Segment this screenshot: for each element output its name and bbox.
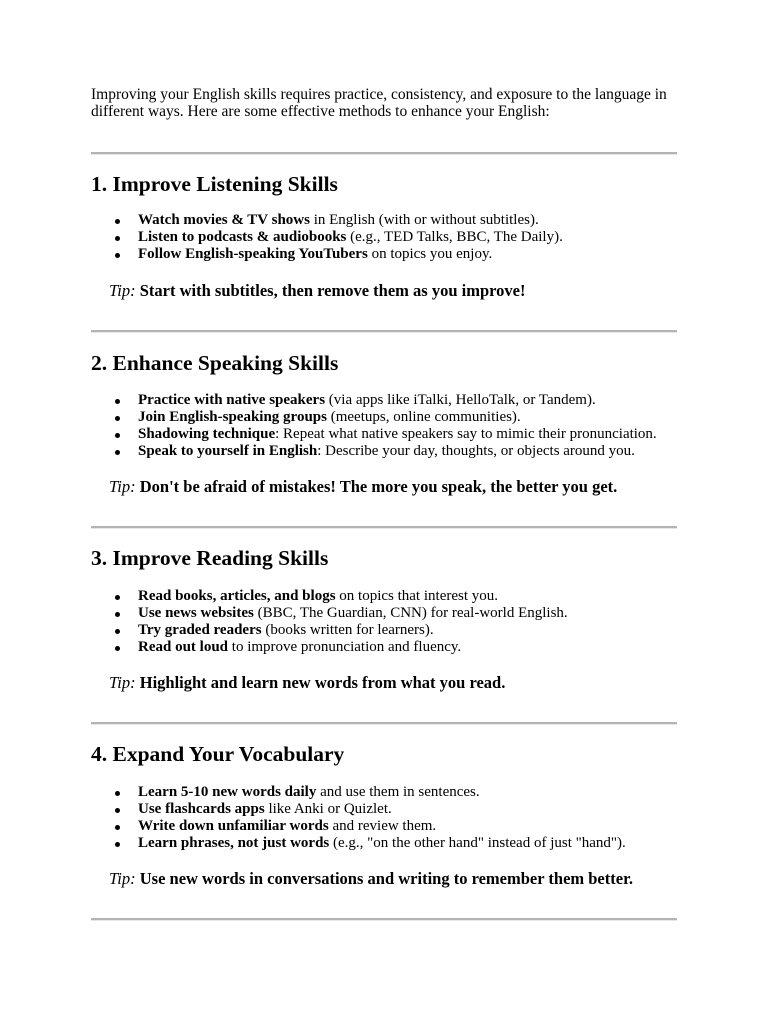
tip-text: Use new words in conversations and writing to remember them better. <box>135 869 634 888</box>
horizontal-rule <box>91 526 677 529</box>
bullet-icon <box>115 808 120 813</box>
item-bold: Learn phrases, not just words <box>138 835 330 851</box>
bullet-icon <box>115 399 120 404</box>
tip-text: Start with subtitles, then remove them as you improve! <box>135 281 526 300</box>
section-title-vocabulary: 4. Expand Your Vocabulary <box>91 742 345 766</box>
speaking-list <box>91 392 657 460</box>
list-item <box>91 443 657 460</box>
bullet-icon <box>115 219 120 224</box>
list-item <box>91 426 657 443</box>
item-text: in English (with or without subtitles). <box>309 212 539 228</box>
horizontal-rule <box>91 152 677 155</box>
item-text: like Anki or Quizlet. <box>264 801 392 817</box>
bullet-icon <box>115 612 120 617</box>
list-item <box>91 639 568 656</box>
bullet-icon <box>115 236 120 241</box>
item-text: (books written for learners). <box>261 622 434 638</box>
item-text: (e.g., "on the other hand" instead of just "hand"). <box>329 835 626 851</box>
list-item <box>91 229 563 246</box>
tip-listening <box>109 281 525 301</box>
section-title-speaking: 2. Enhance Speaking Skills <box>91 351 339 375</box>
bullet-icon <box>115 433 120 438</box>
item-bold: Read books, articles, and blogs <box>138 588 336 604</box>
bullet-icon <box>115 595 120 600</box>
list-item <box>91 212 563 229</box>
item-bold: Read out loud <box>138 639 229 655</box>
bullet-icon <box>115 825 120 830</box>
list-item <box>91 409 657 426</box>
item-bold: Speak to yourself in English <box>138 443 318 459</box>
item-text: on topics that interest you. <box>335 588 499 604</box>
item-bold: Try graded readers <box>138 622 262 638</box>
bullet-icon <box>115 791 120 796</box>
tip-vocabulary <box>109 869 633 889</box>
item-bold: Practice with native speakers <box>138 392 326 408</box>
section-title-reading: 3. Improve Reading Skills <box>91 546 329 570</box>
tip-text: Don't be afraid of mistakes! The more you speak, the better you get. <box>135 477 618 496</box>
horizontal-rule <box>91 918 677 921</box>
item-bold: Listen to podcasts & audiobooks <box>138 229 347 245</box>
item-bold: Learn 5-10 new words daily <box>138 784 317 800</box>
item-text: and use them in sentences. <box>316 784 480 800</box>
listening-list <box>91 212 563 263</box>
item-text: (via apps like iTalki, HelloTalk, or Tandem). <box>325 392 596 408</box>
item-text: (e.g., TED Talks, BBC, The Daily). <box>346 229 563 245</box>
item-text: (BBC, The Guardian, CNN) for real-world English. <box>253 605 568 621</box>
item-bold: Use news websites <box>138 605 254 621</box>
item-bold: Follow English-speaking YouTubers <box>138 246 368 262</box>
section-title-listening: 1. Improve Listening Skills <box>91 172 338 196</box>
tip-label: Tip: <box>109 477 136 496</box>
horizontal-rule <box>91 722 677 725</box>
list-item <box>91 784 626 801</box>
item-text: to improve pronunciation and fluency. <box>228 639 462 655</box>
item-text: on topics you enjoy. <box>367 246 493 262</box>
item-bold: Use flashcards apps <box>138 801 265 817</box>
tip-label: Tip: <box>109 673 136 692</box>
item-text: : Repeat what native speakers say to mimic their pronunciation. <box>275 426 657 442</box>
item-text: and review them. <box>328 818 437 834</box>
list-item <box>91 835 626 852</box>
item-bold: Join English-speaking groups <box>138 409 327 425</box>
item-bold: Watch movies & TV shows <box>138 212 310 228</box>
horizontal-rule <box>91 330 677 333</box>
list-item <box>91 246 563 263</box>
list-item <box>91 392 657 409</box>
list-item <box>91 588 568 605</box>
list-item <box>91 818 626 835</box>
tip-label: Tip: <box>109 281 136 300</box>
intro-paragraph: Improving your English skills requires practice, consistency, and exposure to the language in different ways. Here are some effective methods to enhance your English: <box>91 86 667 120</box>
list-item <box>91 605 568 622</box>
bullet-icon <box>115 646 120 651</box>
item-bold: Shadowing technique <box>138 426 276 442</box>
reading-list <box>91 588 568 656</box>
bullet-icon <box>115 842 120 847</box>
tip-text: Highlight and learn new words from what you read. <box>135 673 506 692</box>
bullet-icon <box>115 450 120 455</box>
item-text: : Describe your day, thoughts, or objects around you. <box>317 443 635 459</box>
bullet-icon <box>115 629 120 634</box>
tip-speaking <box>109 477 617 497</box>
list-item <box>91 801 626 818</box>
bullet-icon <box>115 416 120 421</box>
vocabulary-list <box>91 784 626 852</box>
bullet-icon <box>115 253 120 258</box>
list-item <box>91 622 568 639</box>
item-bold: Write down unfamiliar words <box>138 818 329 834</box>
tip-label: Tip: <box>109 869 136 888</box>
tip-reading <box>109 673 505 693</box>
item-text: (meetups, online communities). <box>326 409 521 425</box>
